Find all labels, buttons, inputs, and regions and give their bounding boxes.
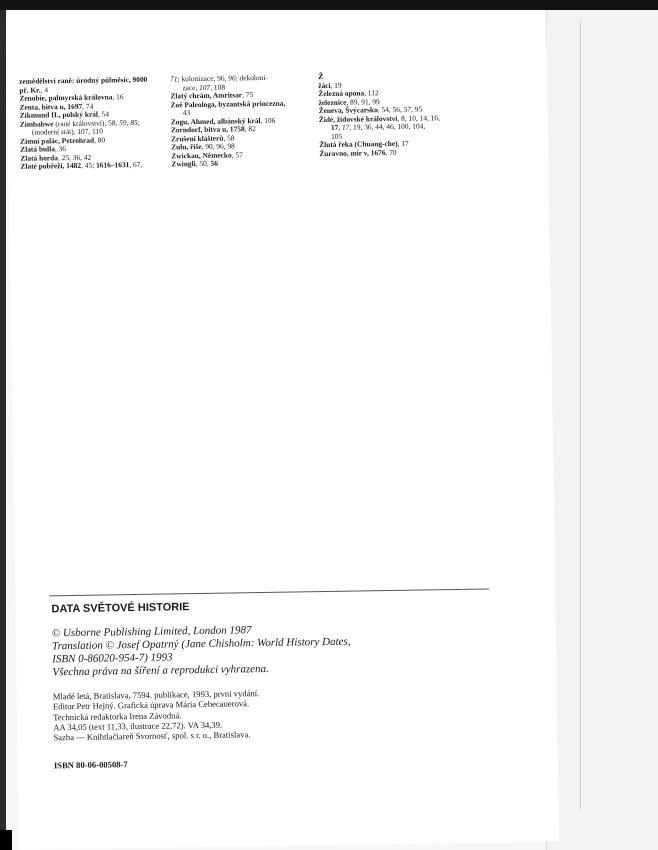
copyright-line: ISBN 0-86020-954-7) 1993 bbox=[52, 651, 173, 666]
index-entry-text: Zimbabwe bbox=[19, 118, 54, 129]
index-entry-text: železnice bbox=[318, 97, 347, 107]
credit-line: Editor Petr Hejný. Grafická úprava Mária Cebecauerová. bbox=[52, 698, 250, 712]
index-entry-text: , bbox=[338, 122, 343, 132]
index-entry-text: 96 bbox=[228, 73, 236, 83]
index-entry-text: Zlatá bulla bbox=[20, 144, 56, 154]
index-entry-text: Zenobie, palmyrská královna bbox=[19, 92, 113, 103]
credit-line: Mladé letá, Bratislava, 7594. publikace, 1993, prvni vydání. bbox=[52, 688, 260, 702]
index-entry-text: Zulu, říše bbox=[171, 141, 202, 152]
index-entry-text: 71 bbox=[170, 74, 178, 84]
index-entry-text: ; dekoloni- bbox=[235, 72, 268, 83]
index-entry-text: , 70 bbox=[385, 147, 397, 157]
index-entry-text: 57 bbox=[403, 104, 412, 114]
index-entry-text: , 74 bbox=[82, 101, 94, 111]
index-entry-text: , 17 bbox=[397, 138, 409, 148]
index-entry-text: 56 bbox=[210, 158, 218, 168]
index-entry-text: Ženeva, Švýcarsko bbox=[318, 105, 378, 116]
index-entry-text: 107 bbox=[199, 82, 211, 92]
copyright-notice bbox=[52, 620, 493, 679]
isbn: ISBN 80-06-00508-7 bbox=[53, 759, 128, 771]
index-column-3 bbox=[318, 71, 469, 158]
index-entry-text: zace, bbox=[182, 82, 200, 92]
index-column-2 bbox=[170, 73, 311, 169]
index-entry-text: Zenta, bitva u, 1697 bbox=[19, 101, 83, 112]
index-entry-text: Žuravno, mír v, 1676 bbox=[319, 147, 386, 158]
index-entry-text: , 45; bbox=[80, 160, 97, 170]
index-entry-text: ; bbox=[137, 117, 140, 127]
index-entry-text: Zlatá horda bbox=[20, 152, 58, 163]
index-entry-text: Zorndorf, bitva u, 1758 bbox=[170, 124, 245, 135]
index-entry-text: , 16 bbox=[112, 92, 124, 102]
index-entry-text: př. Kr. bbox=[19, 84, 41, 95]
index-entry-text: , 4 bbox=[40, 84, 49, 94]
index-entry-text: Zwingli bbox=[171, 159, 196, 169]
index-entry-text: (rané království), 58, bbox=[53, 117, 120, 128]
divider-rule bbox=[49, 588, 489, 596]
index-entry-text: 1616–1631 bbox=[95, 160, 130, 170]
index-entry-text: ; kolonizace, 96, bbox=[177, 73, 229, 84]
index-entry-text: Židé, židovské království bbox=[318, 113, 398, 124]
index-entry-text: Zlaté pobřeží, 1482 bbox=[20, 160, 82, 171]
publication-credits bbox=[53, 684, 494, 742]
index-entry bbox=[20, 160, 170, 171]
index-letter-heading: Ž bbox=[318, 72, 324, 82]
index-entry-text: 105 bbox=[330, 131, 343, 141]
index-entry-text: 17 bbox=[341, 122, 350, 132]
index-entry-text: , 75 bbox=[241, 90, 254, 100]
index-entry-text: Zlatý chrám, Amritsar bbox=[170, 90, 243, 101]
index-entry-text: 59, 85 bbox=[119, 117, 138, 127]
index-entry-text: , 112 bbox=[364, 88, 379, 98]
index-entry-text: Zogu, Ahmed, albánský král bbox=[170, 115, 261, 126]
index-entry-text: 43 bbox=[182, 108, 191, 118]
index-entry-text: , 108 bbox=[210, 82, 226, 92]
index-entry-text: 17 bbox=[330, 122, 339, 132]
credit-line: Technická redaktorka Irena Závodná. bbox=[53, 709, 182, 722]
index-entry-text: , 106 bbox=[260, 115, 276, 125]
index-entry-text: zemědělství raně: úrodný půlměsíc, 9000 bbox=[19, 74, 148, 86]
index-entry-text: Zikmund II., polský král bbox=[19, 109, 99, 120]
index-entry-text: , 54, 56, bbox=[377, 104, 404, 115]
scan-border-left bbox=[0, 0, 6, 850]
index-entry-text: (moderní stát), 107, 110 bbox=[31, 126, 103, 137]
copyright-line: Translation © Josef Opatrný (Jane Chisholm: World History Dates, bbox=[51, 635, 351, 653]
index-entry-text: Zrušení klášterů bbox=[170, 133, 224, 143]
index-entry-text: žáci bbox=[318, 80, 331, 90]
index-entry-text: , 58 bbox=[223, 132, 235, 143]
book-title: DATA SVĚTOVÉ HISTORIE bbox=[51, 601, 190, 616]
index-entry-text: Zwickau, Německo bbox=[171, 149, 232, 160]
index-entry-text: , 89, 91, 99 bbox=[346, 96, 380, 107]
credit-line: AA 34,05 (text 11,33, ilustrace 22,72). VA 34,39. bbox=[53, 719, 223, 733]
copyright-line: Všechna práva na šíření a reprodukci vyhrazena. bbox=[52, 662, 269, 679]
sheet-edge-line bbox=[580, 20, 581, 810]
book-page bbox=[6, 0, 559, 850]
index-entry-text: Železná opona bbox=[318, 88, 365, 99]
copyright-line: © Usborne Publishing Limited, London 1987 bbox=[51, 624, 252, 640]
index-entry-text: , 8, 10, 14, 16, bbox=[397, 112, 440, 123]
index-entry-text: , 54 bbox=[97, 109, 110, 119]
scan-corner-mark bbox=[0, 830, 12, 850]
index-entry-text: , 80 bbox=[93, 134, 106, 145]
index-entry-text: Zimní palác, Petrohrad bbox=[20, 135, 95, 146]
index-entry-text: , 67, bbox=[129, 159, 143, 170]
index-entry bbox=[171, 158, 311, 169]
imprint-block bbox=[51, 596, 494, 770]
index-entry-text: , 25, 36, 42 bbox=[57, 152, 92, 162]
index-column-1 bbox=[19, 75, 170, 171]
index-entry-text: , 19, 36, 44, 46, 100, 104, bbox=[349, 121, 426, 132]
index-entry-text: , 57 bbox=[231, 149, 243, 159]
index-entry-text: Zoë Paleologa, byzantská princezna, bbox=[170, 98, 286, 109]
index-entry-text: , 36 bbox=[54, 144, 67, 154]
index-entry-text: , 19 bbox=[330, 80, 342, 90]
index-entry-text: , 90, 96, 98 bbox=[201, 141, 235, 151]
scan-border-top bbox=[0, 0, 658, 10]
index-entry-text: , 95 bbox=[410, 104, 423, 114]
index-entry bbox=[319, 147, 469, 158]
index-entry-text: , 82 bbox=[244, 124, 256, 134]
credit-line: Sazba — Knihtlačiareň Svornosť, spol. s r. o., Bratislava. bbox=[53, 729, 251, 743]
index-entry-text: , 50, bbox=[195, 158, 211, 169]
index-entry-text: Žlutá řeka (Chuang-che) bbox=[319, 138, 398, 150]
underlying-sheet bbox=[546, 10, 658, 850]
